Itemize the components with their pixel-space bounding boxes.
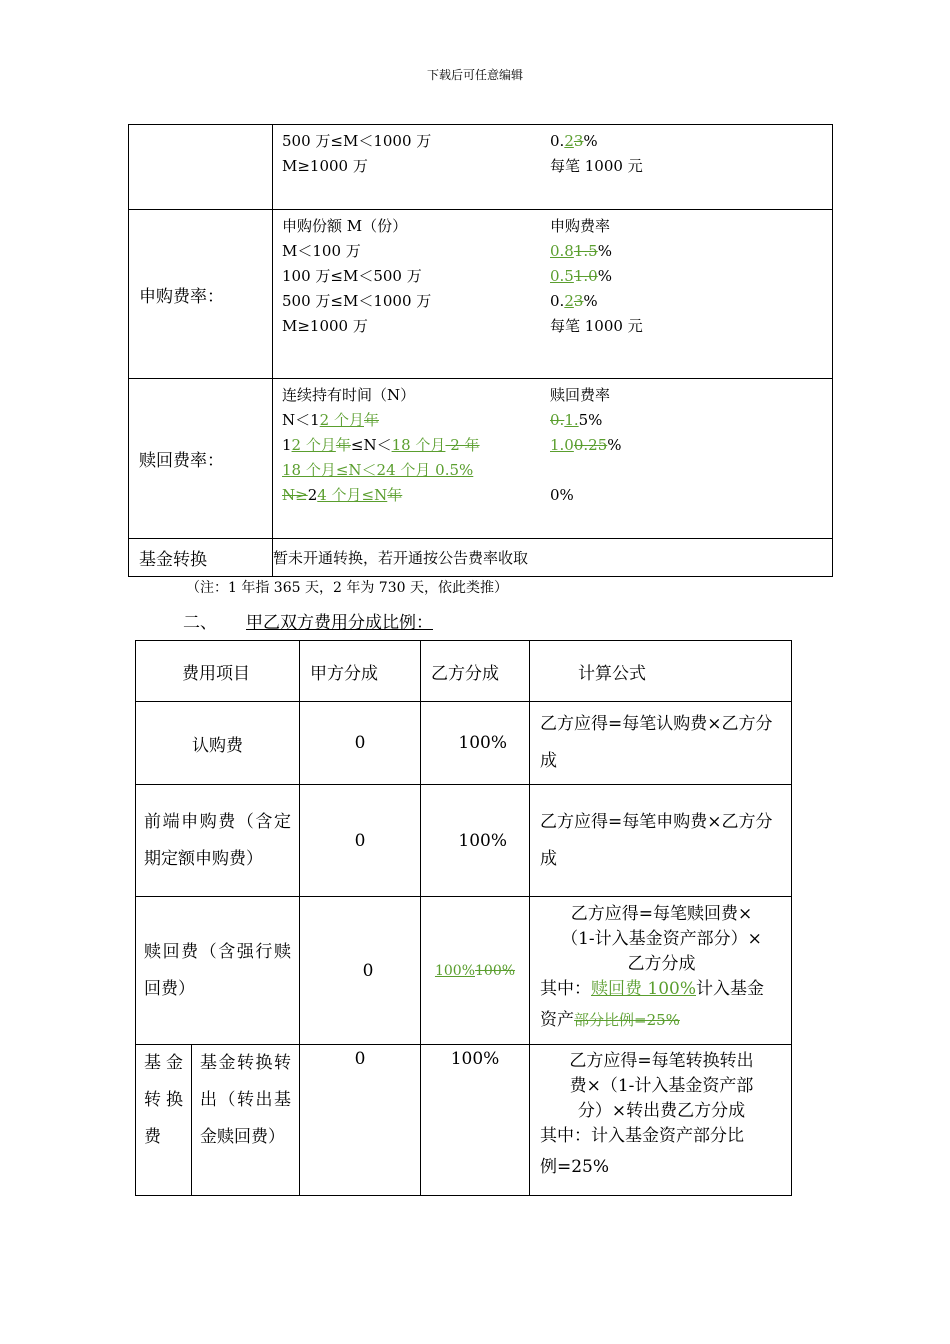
rate-value bbox=[550, 314, 643, 339]
inserted-text: 2 bbox=[564, 292, 574, 310]
section-title: 甲乙双方费用分成比例： bbox=[246, 613, 433, 633]
formula-text: 资产 bbox=[540, 1010, 574, 1030]
condition-text bbox=[282, 383, 415, 408]
rate-text: 申购费率 bbox=[550, 217, 611, 235]
rate-text: % bbox=[583, 132, 598, 150]
rate-line bbox=[282, 264, 832, 289]
deleted-text: 年 bbox=[363, 411, 379, 429]
party-b-share: 100% bbox=[421, 702, 530, 785]
subscribe-rate-cell bbox=[273, 210, 833, 379]
fee-item: 基金转换转出（转出基金赎回费） bbox=[192, 1045, 300, 1196]
header-party-b: 乙方分成 bbox=[421, 641, 530, 702]
rate-text: 0% bbox=[550, 486, 574, 504]
formula-text: 计入基金 bbox=[696, 979, 765, 999]
redeem-rate-label: 赎回费率： bbox=[129, 379, 273, 539]
rate-text: 0. bbox=[550, 132, 565, 150]
rate-line bbox=[282, 154, 832, 179]
table-row bbox=[136, 785, 792, 897]
redeem-rate-cell bbox=[273, 379, 833, 539]
header-formula: 计算公式 bbox=[530, 641, 792, 702]
condition-text bbox=[282, 483, 402, 508]
rate-text: % bbox=[607, 436, 622, 454]
formula: 乙方应得=每笔认购费×乙方分成 bbox=[530, 702, 792, 785]
fee-item: 赎回费（含强行赎回费） bbox=[136, 897, 300, 1045]
rate-value bbox=[550, 289, 598, 314]
continued-rate-cell bbox=[273, 125, 833, 210]
table-row bbox=[129, 379, 833, 539]
footnote: （注：1 年指 365 天，2 年为 730 天，依此类推） bbox=[186, 580, 508, 596]
rate-value bbox=[550, 383, 610, 408]
section-heading bbox=[183, 608, 433, 633]
table-row bbox=[136, 1045, 792, 1196]
rate-text: ≤N＜ bbox=[350, 436, 392, 454]
inserted-text: 0.5 bbox=[550, 267, 574, 285]
table-header-row bbox=[136, 641, 792, 702]
rate-line bbox=[282, 129, 832, 154]
rate-value bbox=[550, 154, 643, 179]
inserted-text: 1. bbox=[564, 411, 579, 429]
rate-value bbox=[550, 129, 598, 154]
rate-lines bbox=[273, 125, 832, 179]
inserted-text: 赎回费 100% bbox=[591, 979, 697, 999]
inserted-text: 2 bbox=[564, 132, 574, 150]
fund-conversion-text: 暂未开通转换，若开通按公告费率收取 bbox=[273, 539, 833, 577]
condition-text: M＜100 万 bbox=[282, 242, 361, 260]
rate-value bbox=[550, 239, 612, 264]
rate-text: % bbox=[597, 242, 612, 260]
inserted-text: 18 个月 bbox=[391, 436, 446, 454]
rate-line bbox=[282, 433, 832, 458]
condition-text: M≥1000 万 bbox=[282, 157, 368, 175]
deleted-text: 年 bbox=[387, 486, 403, 504]
header-fee-item: 费用项目 bbox=[136, 641, 300, 702]
rate-line bbox=[282, 239, 832, 264]
deleted-text: 3 bbox=[573, 292, 584, 310]
formula-line: （1-计入基金资产部分）× bbox=[561, 929, 762, 949]
inserted-text: 0.8 bbox=[550, 242, 574, 260]
fee-rate-table bbox=[128, 124, 833, 577]
formula-line: 乙方分成 bbox=[627, 954, 696, 974]
table-row bbox=[129, 539, 833, 577]
rate-text: 1 bbox=[282, 436, 292, 454]
rate-value bbox=[550, 483, 574, 508]
rate-line bbox=[282, 289, 832, 314]
table-row bbox=[136, 897, 792, 1045]
rate-value bbox=[550, 214, 610, 239]
rate-lines bbox=[273, 379, 832, 508]
rate-text: 每笔 1000 元 bbox=[550, 157, 643, 175]
inserted-text: 4 个月≤N bbox=[317, 486, 388, 504]
party-b-share bbox=[421, 897, 530, 1045]
rate-text: % bbox=[597, 267, 612, 285]
party-b-share: 100% bbox=[421, 785, 530, 897]
fee-item: 前端申购费（含定期定额申购费） bbox=[136, 785, 300, 897]
fee-split-table bbox=[135, 640, 792, 1196]
page-header: 下载后可任意编辑 bbox=[426, 68, 523, 82]
condition-text bbox=[282, 408, 379, 433]
inserted-text: 2 个月 bbox=[319, 411, 364, 429]
condition-text: 申购份额 M（份） bbox=[282, 217, 408, 235]
party-a-share: 0 bbox=[300, 1045, 421, 1196]
formula: 乙方应得=每笔申购费×乙方分成 bbox=[530, 785, 792, 897]
deleted-text: 1.5 bbox=[573, 242, 598, 260]
rate-text: 每笔 1000 元 bbox=[550, 317, 643, 335]
deleted-text: 100% bbox=[475, 962, 516, 979]
rate-line bbox=[282, 314, 832, 339]
deleted-text: 1.0 bbox=[573, 267, 598, 285]
deleted-text: 2 年 bbox=[445, 436, 480, 454]
table-row bbox=[129, 125, 833, 210]
rate-text: 2 bbox=[307, 486, 318, 504]
rate-value bbox=[550, 264, 612, 289]
formula-line: 费×（1-计入基金资产部 bbox=[569, 1076, 754, 1096]
rate-text: N＜1 bbox=[282, 411, 320, 429]
condition-text bbox=[282, 433, 480, 458]
formula-line: 例=25% bbox=[540, 1157, 610, 1177]
fund-conversion-label: 基金转换 bbox=[129, 539, 273, 577]
inserted-text: 18 个月≤N＜24 个月 0.5% bbox=[282, 461, 474, 479]
condition-text: 500 万≤M＜1000 万 bbox=[282, 292, 432, 310]
deleted-text: 部分比例=25% bbox=[574, 1011, 680, 1029]
rate-line bbox=[282, 214, 832, 239]
party-a-share: 0 bbox=[300, 897, 421, 1045]
formula-line: 其中：计入基金资产部分比 bbox=[540, 1126, 744, 1146]
rate-line bbox=[282, 383, 832, 408]
condition-text bbox=[282, 458, 473, 483]
formula-text: 其中： bbox=[540, 979, 591, 999]
party-a-share: 0 bbox=[300, 702, 421, 785]
rate-value bbox=[550, 408, 602, 433]
formula-line: 分）×转出费乙方分成 bbox=[577, 1101, 746, 1121]
deleted-text: 0. bbox=[550, 411, 565, 429]
party-b-share: 100% bbox=[421, 1045, 530, 1196]
table-row bbox=[129, 210, 833, 379]
rate-text: 连续持有时间（N） bbox=[282, 386, 416, 404]
subscribe-rate-label: 申购费率： bbox=[129, 210, 273, 379]
fee-item: 认购费 bbox=[136, 702, 300, 785]
formula-line bbox=[540, 1002, 783, 1039]
fee-item-group: 基金转换费 bbox=[136, 1045, 192, 1196]
deleted-text: 0.25 bbox=[573, 436, 608, 454]
rate-text: 0. bbox=[550, 292, 565, 310]
party-a-share: 0 bbox=[300, 785, 421, 897]
rate-text: % bbox=[583, 292, 598, 310]
rate-text: 赎回费率 bbox=[550, 386, 611, 404]
formula-line bbox=[540, 977, 783, 1002]
inserted-text: 2 个月 bbox=[291, 436, 336, 454]
deleted-text: 年 bbox=[335, 436, 351, 454]
inserted-text: 1.0 bbox=[550, 436, 574, 454]
rate-line bbox=[282, 408, 832, 433]
condition-text: 100 万≤M＜500 万 bbox=[282, 267, 422, 285]
inserted-text: 100% bbox=[434, 962, 475, 979]
header-party-a: 甲方分成 bbox=[300, 641, 421, 702]
rate-line bbox=[282, 483, 832, 508]
deleted-text: 3 bbox=[573, 132, 584, 150]
table-row bbox=[136, 702, 792, 785]
condition-text: M≥1000 万 bbox=[282, 317, 368, 335]
formula bbox=[530, 897, 792, 1045]
formula-line: 乙方应得=每笔转换转出 bbox=[569, 1051, 754, 1071]
rate-value bbox=[550, 433, 622, 458]
rate-line bbox=[282, 458, 832, 483]
section-number: 二、 bbox=[183, 613, 217, 633]
rate-text: 5% bbox=[578, 411, 603, 429]
rate-lines bbox=[273, 210, 832, 339]
formula-line: 乙方应得=每笔赎回费× bbox=[570, 904, 753, 924]
empty-label-cell bbox=[129, 125, 273, 210]
formula bbox=[530, 1045, 792, 1196]
condition-text: 500 万≤M＜1000 万 bbox=[282, 132, 432, 150]
deleted-text: N≥ bbox=[282, 486, 308, 504]
